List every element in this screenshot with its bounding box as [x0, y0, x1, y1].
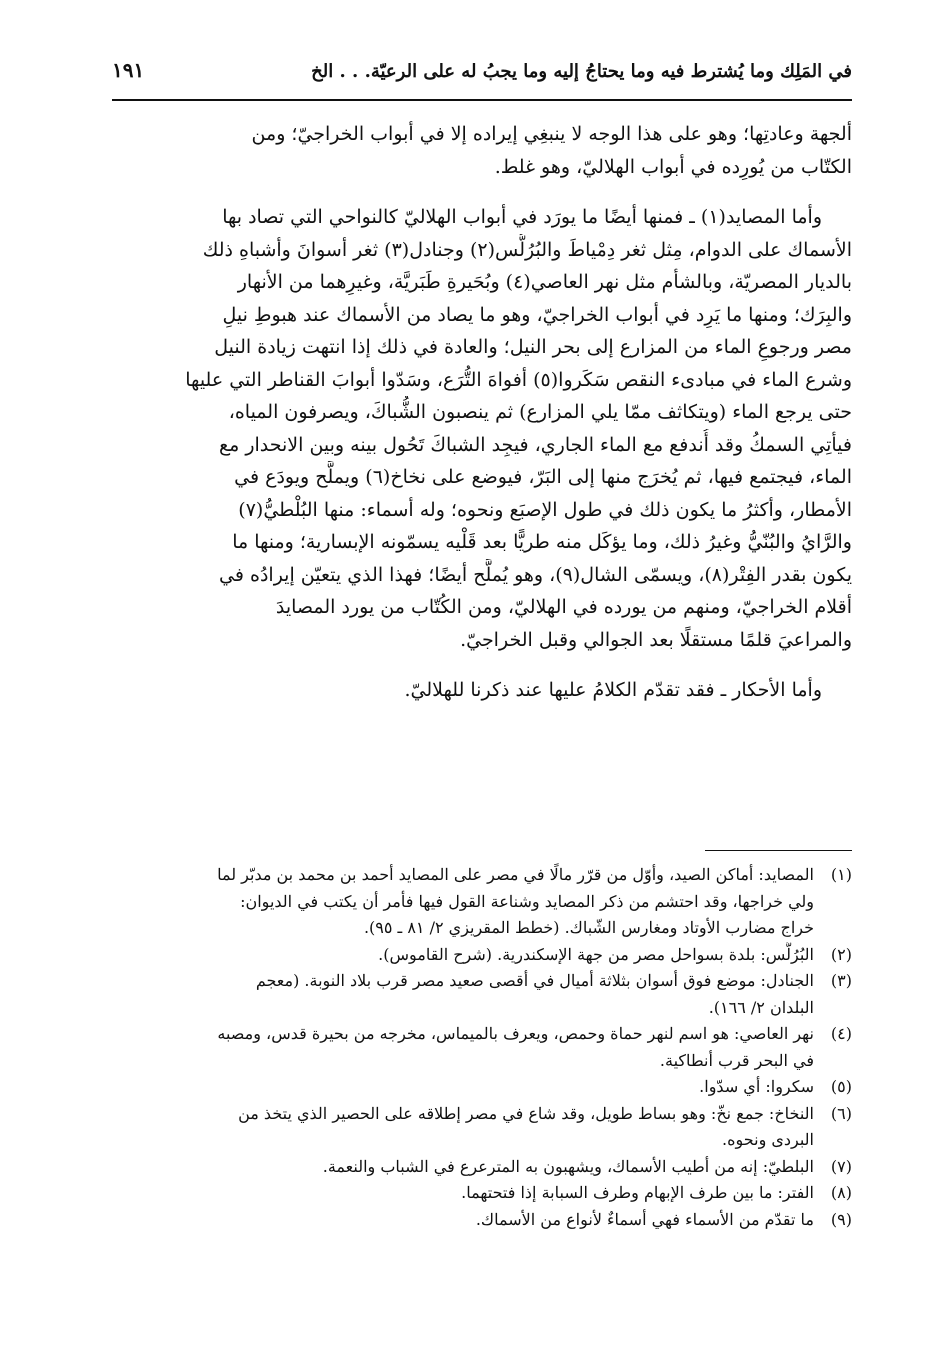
main-text	[112, 118, 852, 707]
text-line: والبِرَك؛ ومنها ما يَرِد في أبواب الخراجيّ، وهو ما يصاد من الأسماك عند هبوطِ نيلِ	[222, 303, 852, 326]
text-line: الكتّاب من يُورِده في أبواب الهلاليّ، وهو غلط.	[494, 155, 852, 178]
footnote-number: (٦)	[830, 1103, 852, 1123]
text-line: ألجهة وعادتِها؛ وهو على هذا الوجه لا ينبغِي إيراده إلا في أبواب الخراجيّ؛ ومن	[251, 123, 852, 145]
footnote-7	[112, 1154, 852, 1181]
text-line: أقلام الخراجيّ، ومنهم من يورده في الهلاليّ، ومن الكُتّاب من يورد المصايدَ	[275, 596, 852, 618]
text-line: الأمطار، وأكثرُ ما يكون ذلك في طول الإصبَع ونحوه؛ وله أسماء: منها البُلْطيُّ(٧)	[238, 498, 852, 521]
footnote-line: في البحر قرب أنطاكية.	[659, 1050, 814, 1070]
text-line: والرَّايُ والبُنّيُّ وغيرُ ذلك، وما يؤكَل منه طريًّا بعد قَلْيه يسمّونه الإبسارية؛ ومنها ما	[232, 531, 852, 553]
footnote-number: (١)	[830, 865, 852, 884]
page-header	[112, 58, 852, 82]
footnote-1	[112, 862, 852, 942]
paragraph-gap	[112, 656, 852, 674]
text-line: وشرع الماء في مبادىء النقص سَكَروا(٥) أفواهَ التُّرَع، وسَدّوا أبوابَ القناطر التي عليها	[185, 368, 852, 391]
footnote-2	[112, 942, 852, 969]
footnote-9	[112, 1207, 852, 1234]
paragraph-gap	[112, 183, 852, 201]
text-line: حتى يرجع الماء (ويتكاثف ممّا يلي المزارع) ثم ينصبون الشُّباكَ، ويصرفون المياه،	[228, 401, 852, 423]
running-title: في المَلِك وما يُشترط فيه وما يحتاجُ إليه وما يجبُ له على الرعيّة. . . الخ	[311, 61, 852, 82]
footnote-5	[112, 1074, 852, 1101]
text-line: يكون بقدر الفِتْر(٨)، ويسمّى الشال(٩)، وهو يُملَّح أيضًا؛ فهذا الذي يتعيّن إيرادُه في	[219, 563, 852, 586]
footnote-line: ما تقدّم من الأسماء فهي أسماءٌ لأنواع من الأسماك.	[475, 1209, 814, 1229]
page-number: ١٩١	[112, 58, 145, 82]
text-line: الماء، فيجتمع فيها، ثم يُخرَج منها إلى البَرّ، فيوضع على نخاخ(٦) ويملَّح ويودَع في	[234, 466, 852, 488]
footnotes	[112, 862, 852, 1233]
text-line: مصر ورجوعِ الماء من المزارع إلى بحر النيل؛ والعادة في ذلك إذا انتهت زيادة النيل	[214, 336, 852, 358]
footnote-number: (٨)	[830, 1183, 852, 1202]
footnote-line: نهر العاصي: هو اسم لنهر حماة وحمص، ويعرف بالميماس، مخرجه من بحيرة قدس، ومصبه	[217, 1024, 814, 1043]
footnote-number: (٣)	[830, 971, 852, 990]
footnote-line: البردى ونحوه.	[722, 1130, 814, 1149]
footnote-line: البُرُلُّس: بلدة بسواحل مصر من جهة الإسكندرية. (شرح القاموس).	[378, 944, 814, 964]
footnote-line: سكروا: أي سدّوا.	[699, 1077, 814, 1096]
footnote-line: المصايد: أماكن الصيد، وأوّل من قرّر مالًا في مصر على المصايد أحمد بن محمد بن مدبّر لما	[217, 865, 814, 884]
text-line: وأما المصايد(١) ـ فمنها أيضًا ما يورَد في أبواب الهلاليّ كالنواحي التي تصاد بها	[222, 206, 822, 228]
text-line: وأما الأحكار ـ فقد تقدّم الكلامُ عليها عند ذكرنا للهلاليّ.	[404, 679, 822, 701]
footnote-4	[112, 1021, 852, 1074]
footnote-line: الجنادل: موضع فوق أسوان بثلاثة أميال في أقصى صعيد مصر قرب بلاد النوبة. (معجم	[255, 971, 814, 990]
footnote-8	[112, 1180, 852, 1207]
footnote-number: (٧)	[830, 1156, 852, 1176]
footnote-number: (٤)	[830, 1024, 852, 1043]
footnote-line: خراج مضارب الأوتاد ومغارس الشّباك. (خطط المقريزي ٢/ ٨١ ـ ٩٥).	[363, 918, 814, 937]
footnote-line: ولي خراجها، وقد احتشم من ذكر المصايد وشناعة القول فيها فأمر أن يكتب في الديوان:	[240, 891, 814, 911]
footnote-line: الفتر: ما بين طرف الإبهام وطرف السبابة إذا فتحتهما.	[461, 1183, 814, 1202]
footnote-6	[112, 1101, 852, 1154]
footnote-line: البلدان ٢/ ١٦٦).	[708, 997, 814, 1017]
text-line: الأسماك على الدوام، مِثل ثغر دِمْياطَ والبُرُلُّس(٢) وجنادل(٣) ثغر أسوانَ وأشباهِ ذلك	[202, 238, 852, 261]
footnote-number: (٩)	[830, 1209, 852, 1229]
footnote-line: النخاخ: جمع نخّ: وهو بساط طويل، وقد شاع في مصر إطلاقه على الحصير الذي يتخذ من	[238, 1103, 814, 1123]
footnote-number: (٢)	[830, 944, 852, 964]
footnote-line: البلطيّ: إنه من أطيب الأسماك، ويشهبون به المترعرع في الشباب والنعمة.	[322, 1156, 814, 1176]
footnote-rule	[705, 850, 852, 851]
text-line: والمراعيَ قلمًا مستقلًا بعد الجوالي وقبل الخراجيّ.	[460, 628, 852, 651]
footnote-3	[112, 968, 852, 1021]
text-line: فيأتِي السمكُ وقد أُندفع مع الماء الجاري، فيجِد الشباكَ تَحُول بينه وبين الانحدار مع	[218, 433, 852, 456]
footnote-number: (٥)	[830, 1077, 852, 1096]
header-rule	[112, 99, 852, 101]
text-line: بالديار المصريّة، وبالشأم مثل نهر العاصي(٤) وبُحَيرةِ طَبَريَّة، وغيرِهما من الأنهار	[237, 271, 852, 293]
